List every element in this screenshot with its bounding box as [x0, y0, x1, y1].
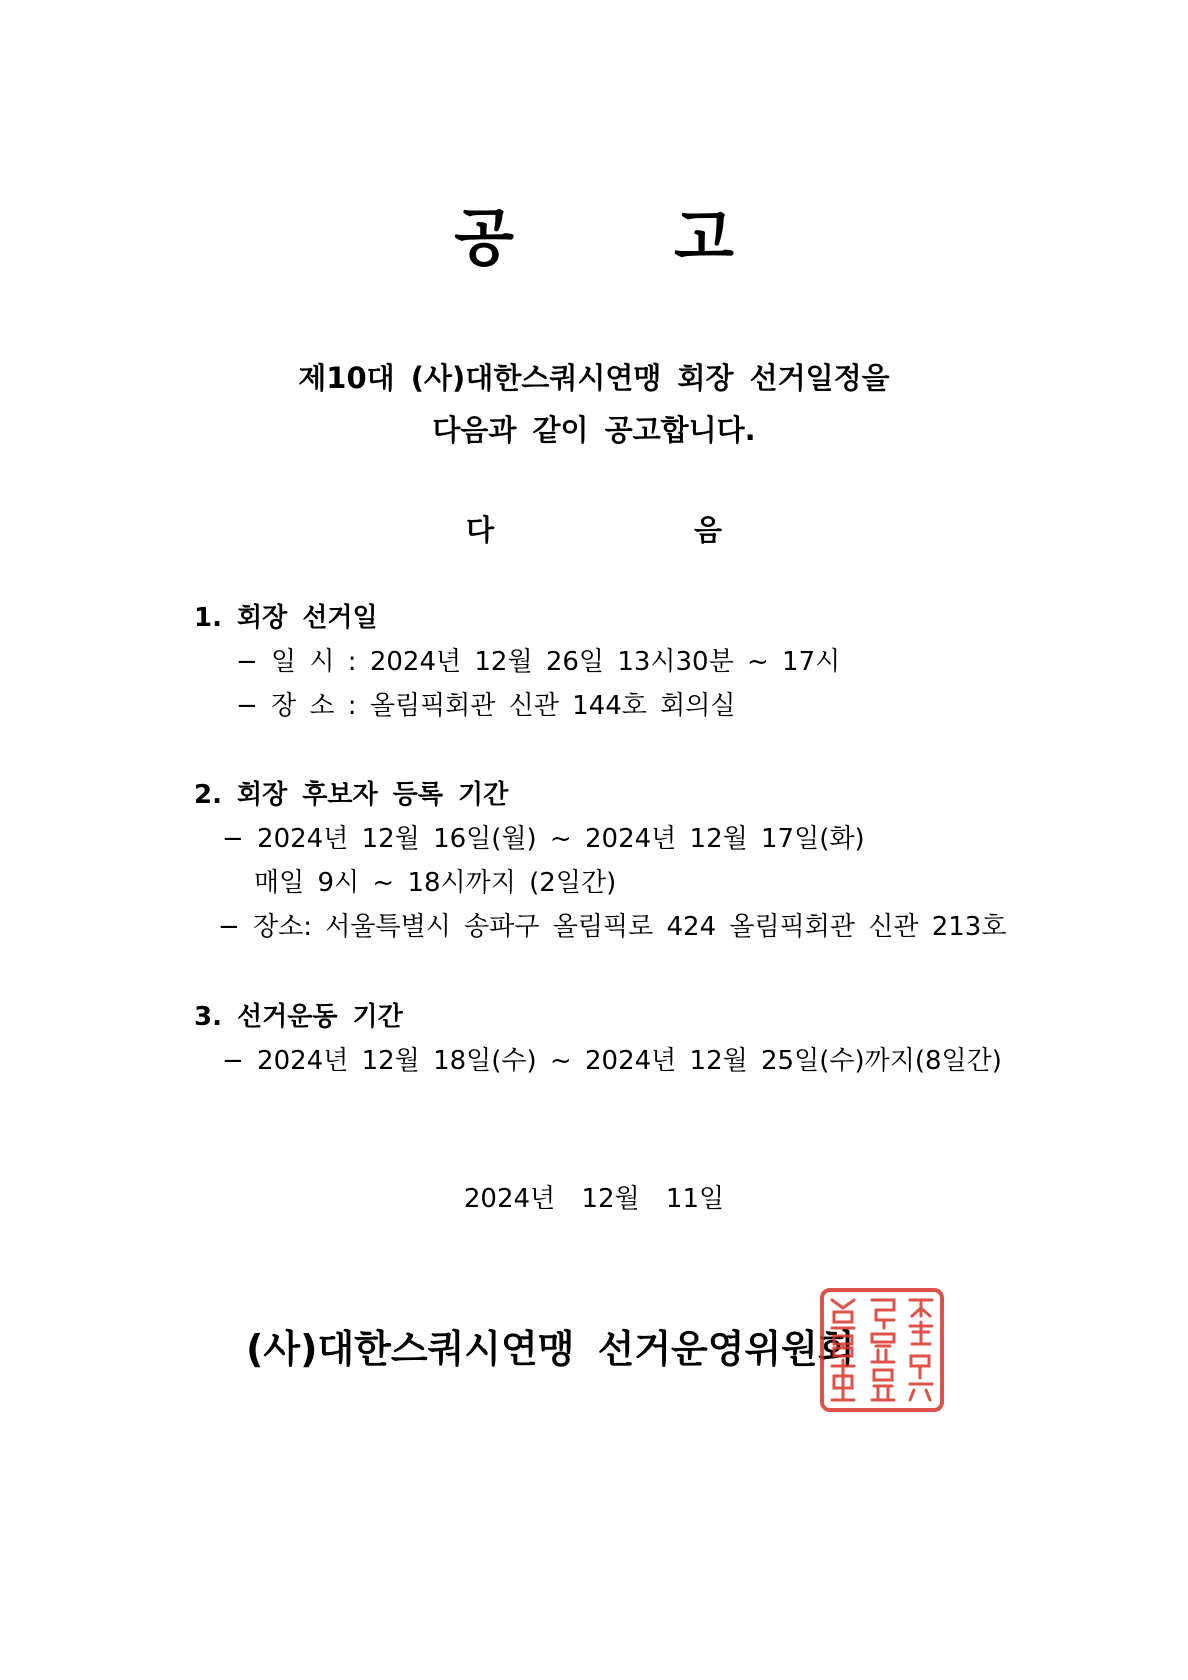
- organization-name: (사)대한스쿼시연맹 선거운영위원회: [246, 1327, 855, 1371]
- section-line: − 2024년 12월 18일(수) ~ 2024년 12월 25일(수)까지(8일간): [222, 1046, 1002, 1076]
- section-heading: 1. 회장 선거일: [194, 603, 378, 633]
- da-eum-right: 음: [694, 513, 723, 547]
- section-line: − 장소: 서울특별시 송파구 올림픽로 424 올림픽회관 신관 213호: [218, 912, 1007, 942]
- section-heading: 2. 회장 후보자 등록 기간: [194, 780, 509, 810]
- intro-text: [0, 352, 1188, 456]
- official-seal-stamp: [818, 1286, 946, 1414]
- notice-date: 2024년 12월 11일: [463, 1184, 725, 1214]
- intro-line-1: 제10대 (사)대한스쿼시연맹 회장 선거일정을: [298, 361, 890, 395]
- section-line: 매일 9시 ~ 18시까지 (2일간): [254, 868, 617, 898]
- da-eum-heading: [0, 508, 1188, 549]
- intro-line-2: 다음과 같이 공고합니다.: [432, 413, 756, 447]
- section-line: − 2024년 12월 16일(월) ~ 2024년 12월 17일(화): [222, 824, 865, 854]
- section-election-date: [194, 596, 840, 728]
- notice-title: [0, 188, 1188, 277]
- title-char-left: 공: [454, 201, 514, 274]
- da-eum-left: 다: [465, 513, 494, 547]
- section-candidate-registration: [194, 773, 1006, 949]
- section-line: − 장 소 : 올림픽회관 신관 144호 회의실: [236, 691, 736, 721]
- section-line: − 일 시 : 2024년 12월 26일 13시30분 ~ 17시: [236, 647, 841, 677]
- title-char-right: 고: [674, 201, 734, 274]
- section-campaign-period: [194, 995, 1002, 1083]
- section-heading: 3. 선거운동 기간: [194, 1002, 403, 1032]
